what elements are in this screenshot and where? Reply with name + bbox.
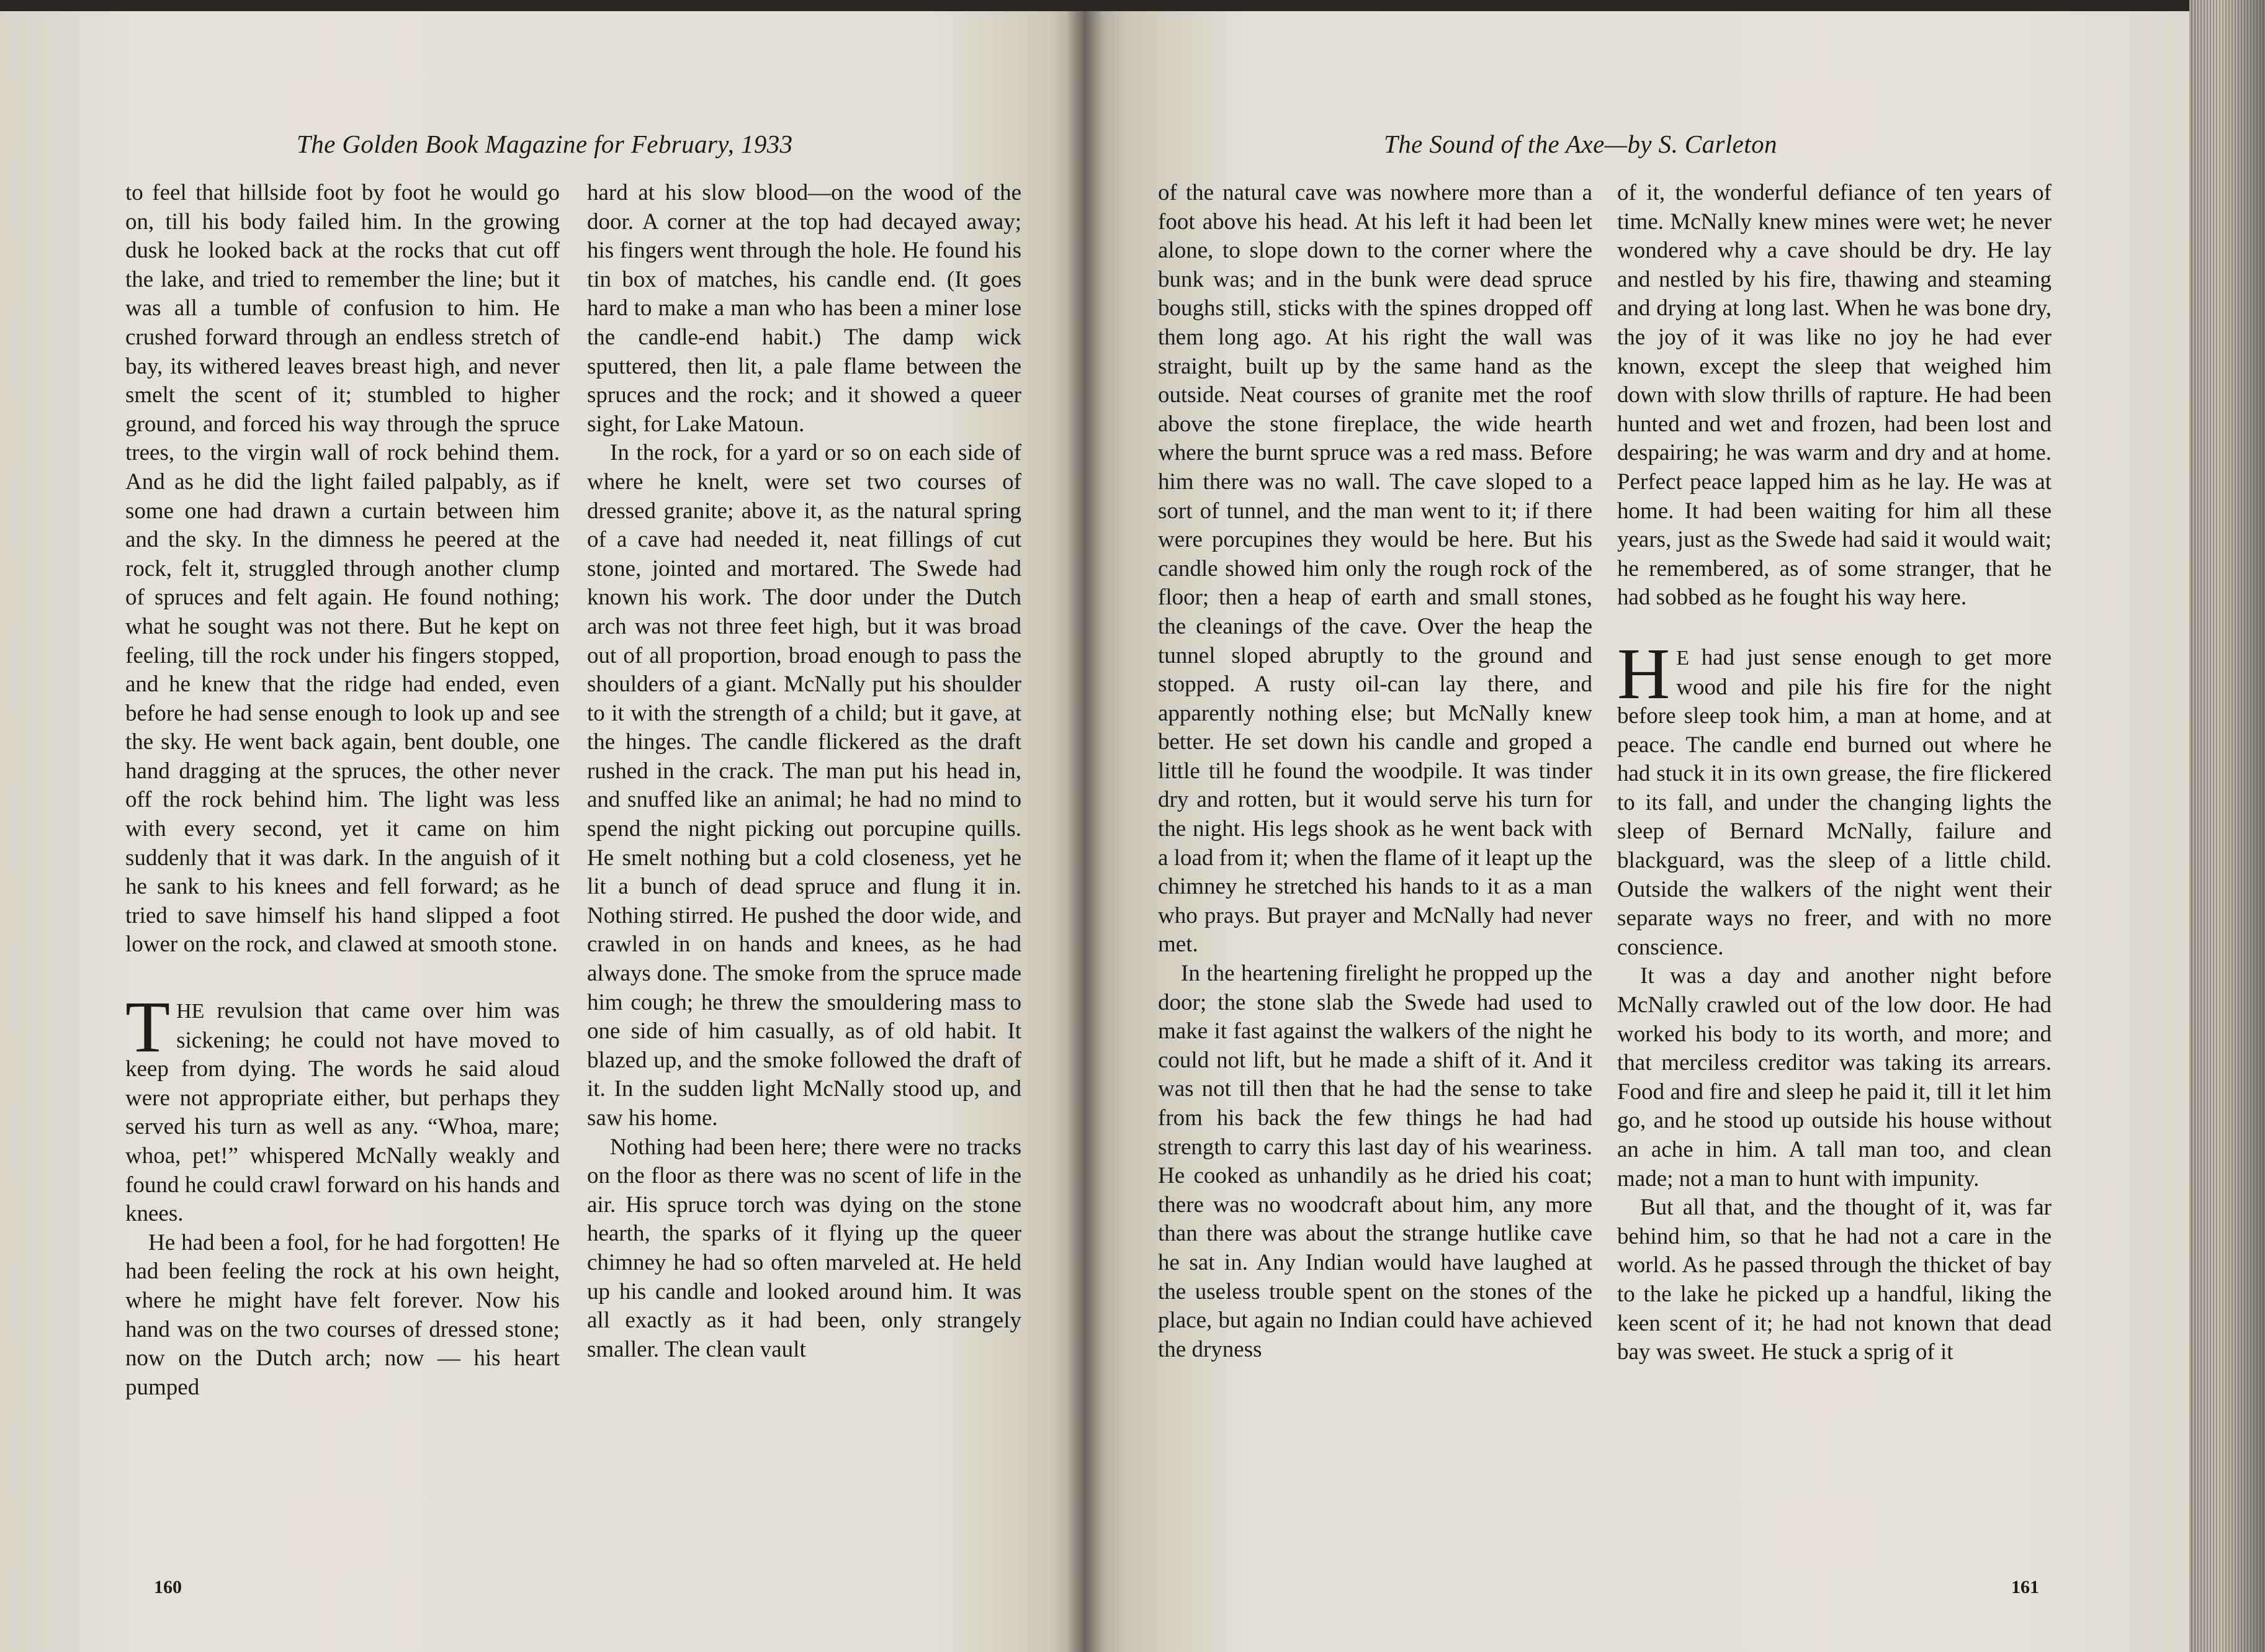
paragraph: hard at his slow blood—on the wood of the door. A corner at the top had decayed away; his fingers went through the hole. He found his tin box of matches, his candle end. (It goes hard to make a man who has been a miner lose the candle-end habit.) The damp wick sputtered, then lit, a pale flame between the spruces and the rock; and it showed a queer sight, for Lake Matoun. (587, 180, 1021, 437)
right-column-2 (1617, 179, 2052, 1367)
page-number: 161 (2011, 1577, 2039, 1597)
paragraph-text: had just sense enough to get more wood and pile his fire for the night before sleep took him, a man at home, and at peace. The candle end burned out where he had stuck it in its own grease, the fire flickered to its fall, and under the changing lights the sleep of Bernard McNally, failure and blackguard, was the sleep of a little child. Outside the walkers of the night went their separate ways no freer, and with no more conscience. (1617, 644, 2052, 960)
paragraph-text: revulsion that came over him was sickening; he could not have moved to keep from dying. The words he said aloud were not appropriate either, but perhaps they served his turn as well as any. “Whoa, mare; whoa, pet!” whispered McNally weakly and found he could crawl forward on his hands and knees. (125, 998, 560, 1227)
paragraph: He had been a fool, for he had forgotten! He had been feeling the rock at his own height, where he might have felt forever. Now his hand was on the two courses of dressed stone; now on the Dutch arch; now — his heart pumped (125, 1229, 560, 1400)
page-edges (2189, 0, 2265, 1652)
running-head: The Golden Book Magazine for February, 1933 (297, 130, 793, 158)
paragraph: In the rock, for a yard or so on each side of where he knelt, were set two courses of dressed granite; above it, as the natural spring of a cave had needed it, neat fillings of cut stone, jointed and mortared. The Swede had known his work. The door under the Dutch arch was not three feet high, but it was broad out of all proportion, broad enough to pass the shoulders of a giant. McNally put his shoulder to it with the strength of a child; but it gave, at the hinges. The candle flickered as the draft rushed in the crack. The man put his head in, and snuffed like an animal; he had no mind to spend the night picking out porcupine quills. He smelt nothing but a cold closeness, yet he lit a bunch of dead spruce and flung it in. Nothing stirred. He pushed the door wide, and crawled in on hands and knees, as he had always done. The smoke from the spruce made him cough; he threw the smouldering mass to one side of him casually, as of old habit. It blazed up, and the smoke followed the draft of it. In the sudden light McNally stood up, and saw his home. (587, 440, 1021, 1131)
drop-cap-paragraph (1617, 632, 2052, 963)
paragraph: In the heartening firelight he propped up the door; the stone slab the Swede had used to make it fast against the walkers of the night he could not lift, but he made a shift of it. And it was not till then that he had the sense to take from his back the few things he had had strength to carry this last day of his weariness. He cooked as unhandily as he dried his coat; there was no woodcraft about him, any more than there was about the strange hutlike cave he sat in. Any Indian would have laughed at the useless trouble spent on the stones of the place, but again no Indian could have achieved the dryness (1158, 961, 1592, 1362)
left-column-2 (587, 179, 1021, 1364)
book-gutter (1066, 11, 1103, 1652)
paragraph: Nothing had been here; there were no tracks on the floor as there was no scent of life in the air. His spruce torch was dying on the stone hearth, the sparks of it flying up the queer chimney he had so often marveled at. He held up his candle and looked around him. It was all exactly as it had been, only strangely smaller. The clean vault (587, 1134, 1021, 1362)
paragraph: It was a day and another night before McNally crawled out of the low door. He had worked his body to its worth, and more; and that merciless creditor was taking its arrears. Food and fire and sleep he paid it, till it let him go, and he stood up outside his house without an ache in him. A tall man too, and clean made; not a man to hunt with impunity. (1617, 963, 2052, 1192)
right-column-1 (1158, 179, 1592, 1364)
paragraph: of it, the wonderful defiance of ten years of time. McNally knew mines were wet; he never wondered why a cave should be dry. He lay and nestled by his fire, thawing and steaming and drying at long last. When he was bone dry, the joy of it was like no joy he had ever known, except the sleep that weighed him down with slow thrills of rapture. He had been hunted and wet and frozen, had been lost and despairing; he was warm and dry and at home. Perfect peace lapped him as he lay. He was at home. It had been waiting for him all these years, just as the Swede had said it would wait; he remembered, as of some stranger, that he had sobbed as he fought his way here. (1617, 180, 2052, 611)
running-head: The Sound of the Axe—by S. Carleton (1384, 130, 1777, 158)
drop-cap: H (1617, 632, 1671, 714)
small-caps-lead: HE (176, 1000, 205, 1023)
paragraph: to feel that hillside foot by foot he would go on, till his body failed him. In the growing dusk he looked back at the rocks that cut off the lake, and tried to remember the line; but it was all a tumble of confusion to him. He crushed forward through an endless stretch of bay, its withered leaves breast high, and never smelt the scent of it; stumbled to higher ground, and forced his way through the spruce trees, to the virgin wall of rock behind them. And as he did the light failed palpably, as if some one had drawn a curtain between him and the sky. In the dimness he peered at the rock, felt it, struggled through another clump of spruces and felt again. He found nothing; what he sought was not there. But he kept on feeling, till the rock under his fingers stopped, and he knew that the ridge had ended, even before he had sense enough to look up and see the sky. He went back again, bent double, one hand dragging at the spruces, the other never off the rock behind him. The light was less with every second, yet it came on him suddenly that it was dark. In the anguish of it he sank to his knees and fell forward; as he tried to save himself his hand slipped a foot lower on the rock, and clawed at smooth stone. (125, 180, 560, 958)
drop-cap-paragraph (125, 986, 560, 1229)
page-number: 160 (154, 1577, 182, 1597)
paragraph: But all that, and the thought of it, was far behind him, so that he had not a care in the world. As he passed through the thicket of bay to the lake he picked up a handful, liking the keen scent of it; he had not known that dead bay was sweet. He stuck a sprig of it (1617, 1195, 2052, 1365)
drop-cap: T (125, 986, 171, 1068)
left-column-1 (125, 179, 560, 1402)
small-caps-lead: E (1676, 646, 1690, 670)
paragraph: of the natural cave was nowhere more than a foot above his head. At his left it had been let alone, to slope down to the corner where the bunk was; and in the bunk were dead spruce boughs still, sticks with the spines dropped off them long ago. At his right the wall was straight, built up by the same hand as the outside. Neat courses of granite met the roof above the stone fireplace, the wide hearth where the burnt spruce was a red mass. Before him there was no wall. The cave sloped to a sort of tunnel, and the man went to it; if there were porcupines they would be here. But his candle showed him only the rough rock of the floor; then a heap of earth and small stones, the cleanings of the cave. Over the heap the tunnel sloped abruptly to the ground and stopped. A rusty oil-can lay there, and apparently nothing else; but McNally knew better. He set down his candle and groped a little till he found the woodpile. It was tinder dry and rotten, but it would serve his turn for the night. His legs shook as he went back with a load from it; when the flame of it leapt up the chimney he stretched his hands to it as a man who prays. But prayer and McNally had never met. (1158, 180, 1592, 958)
left-page (0, 11, 1085, 1652)
right-page (1085, 11, 2228, 1652)
